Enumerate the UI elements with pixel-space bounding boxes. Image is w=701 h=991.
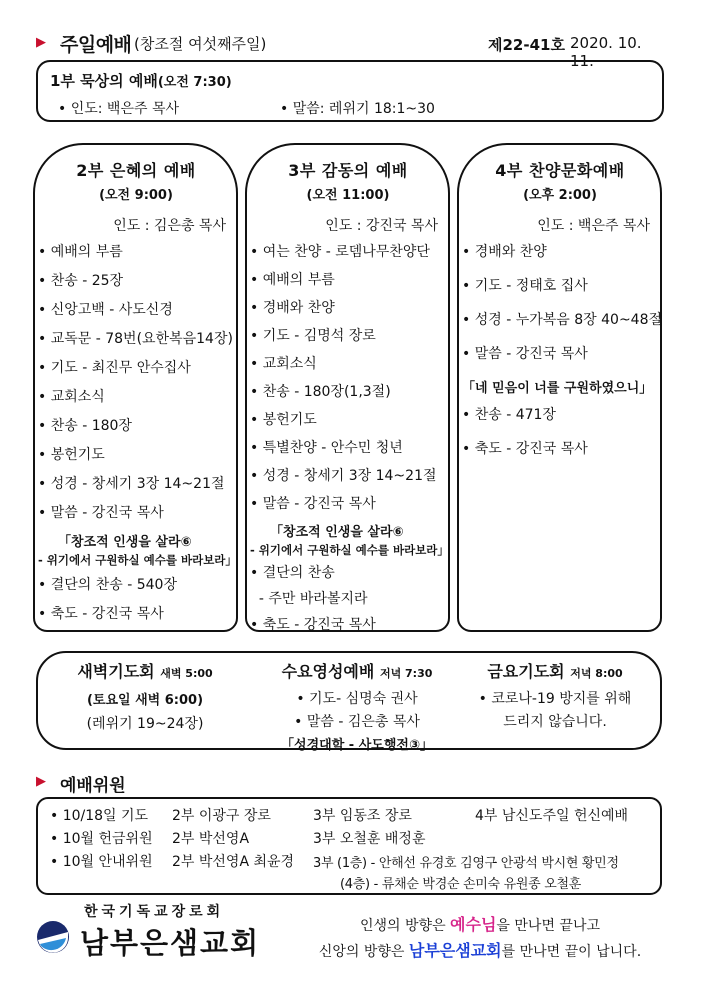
dawn-line2: (레위기 19~24장) [86,716,204,732]
service4-time: (오후 2:00) [523,188,597,203]
service1-time: (오전 7:30) [157,75,232,90]
page-title: 주일예배 [60,34,132,56]
service2-item: • 찬송 - 25장 [38,273,124,289]
church-name: 남부은샘교회 [80,926,261,960]
dawn-title-small: 새벽 5:00 [160,667,213,680]
dawn-prayer [60,659,230,733]
service3-item: • 교회소식 [250,356,317,372]
service2-item: • 신앙고백 - 사도신경 [38,302,173,318]
service4-item: • 기도 - 정태호 집사 [462,278,588,294]
staff-row1-4bu: 4부 남신도주일 헌신예배 [475,808,629,824]
staff-row2-2bu: 2부 박선영A [172,831,250,847]
service3-item: • 성경 - 창세기 3장 14~21절 [250,468,437,484]
church-logo-icon [36,920,70,954]
service2-item: • 성경 - 창세기 3장 14~21절 [38,476,225,492]
friday-prayer [470,659,640,731]
wednesday-line3: 「성경대학 - 사도행전③」 [281,738,433,753]
service2-item: • 축도 - 강진국 목사 [38,606,164,622]
wednesday-title: 수요영성예배 [281,662,375,681]
service2-item: • 예배의 부름 [38,244,123,260]
staff-title: 예배위원 [60,776,126,796]
service3-column [250,158,449,640]
service3-sermon-title: 「창조적 인생을 살라⑥ [270,525,404,540]
dawn-line1: (토요일 새벽 6:00) [86,693,204,708]
friday-title: 금요기도회 [487,662,565,681]
service2-item: • 교회소식 [38,389,105,405]
staff-row2-3bu: 3부 오철훈 배정훈 [313,831,426,847]
service4-leader: 인도 : 백은주 목사 [537,218,650,234]
arrow-icon: ▶ [36,35,46,50]
service2-item: • 기도 - 최진무 안수집사 [38,360,191,376]
service3-item: - 주만 바라볼지라 [250,591,368,607]
service2-leader: 인도 : 김은총 목사 [113,218,226,234]
org-name: 한국기독교장로회 [84,904,225,920]
service3-item: • 기도 - 김명석 장로 [250,328,376,344]
service3-item: • 결단의 찬송 [250,565,335,581]
staff-row3-3bu: 3부 (1층) - 안해선 유경호 김영구 안광석 박시현 황민정 [313,856,619,871]
church-logo [36,920,70,954]
wednesday-line1: • 기도- 심명숙 권사 [296,691,418,707]
issue-date: 2020. 10. 11. [570,34,642,70]
service2-item: • 교독문 - 78번(요한복음14장) [38,331,233,347]
service2-item: • 봉헌기도 [38,447,105,463]
service2-column [38,158,237,632]
service3-item: • 찬송 - 180장(1,3절) [250,384,391,400]
wednesday-line2: • 말씀 - 김은총 목사 [294,714,420,730]
service3-item: • 축도 - 강진국 목사 [250,617,376,633]
service3-item: • 예배의 부름 [250,272,335,288]
staff-row1-2bu: 2부 이광구 장로 [172,808,271,824]
service4-item: • 말씀 - 강진국 목사 [462,346,588,362]
arrow-icon: ▶ [36,774,46,789]
service4-item: • 성경 - 누가복음 8장 40~48절 [462,312,663,328]
service3-sermon-sub: - 위기에서 구원하실 예수를 바라보라」 [250,543,449,557]
friday-line2: 드리지 않습니다. [503,714,607,730]
wednesday-title-small: 저녁 7:30 [379,667,433,680]
staff-row1-label: • 10/18일 기도 [50,808,149,824]
staff-row4: (4층) - 류채순 박경순 손미숙 유원종 오철훈 [340,877,582,892]
service3-item: • 봉헌기도 [250,412,317,428]
page-subtitle: (창조절 여섯째주일) [134,35,267,53]
motto2-c: 를 만나면 끝이 납니다. [501,944,642,960]
motto1-c: 을 만나면 끝나고 [496,918,600,934]
wednesday-service [252,659,462,753]
service4-item: • 경배와 찬양 [462,244,547,260]
staff-row2-label: • 10월 헌금위원 [50,831,153,847]
motto2-a: 신앙의 방향은 [318,944,409,960]
service3-title: 3부 감동의 예배 [288,161,408,180]
service3-item: • 특별찬양 - 안수민 청년 [250,440,403,456]
service2-sermon-sub: - 위기에서 구원하실 예수를 바라보라」 [38,553,237,567]
service1-title: 1부 묵상의 예배 [50,72,158,90]
staff-row3-2bu: 2부 박선영A 최윤경 [172,854,295,870]
friday-title-small: 저녁 8:00 [570,667,623,680]
service3-item: • 여는 찬양 - 로뎀나무찬양단 [250,244,430,260]
staff-row3-label: • 10월 안내위원 [50,854,153,870]
header [36,30,666,70]
dawn-title: 새벽기도회 [77,662,155,681]
service1-sermon: • 말씀: 레위기 18:1~30 [280,101,435,117]
service3-item: • 말씀 - 강진국 목사 [250,496,376,512]
motto-line1 [300,912,660,935]
motto1-jesus: 예수님 [450,915,497,934]
service2-time: (오전 9:00) [99,188,173,203]
service2-item: • 말씀 - 강진국 목사 [38,505,164,521]
service3-time: (오전 11:00) [306,188,390,203]
service4-column [462,158,663,472]
motto1-a: 인생의 방향은 [360,918,451,934]
motto-line2 [300,938,660,961]
service3-item: • 경배와 찬양 [250,300,335,316]
service1-leader: • 인도: 백은주 목사 [58,101,179,117]
friday-line1: • 코로나-19 방지를 위해 [478,691,632,707]
service4-item: • 축도 - 강진국 목사 [462,441,588,457]
service2-sermon-title: 「창조적 인생을 살라⑥ [58,535,192,550]
motto2-church: 남부은샘교회 [408,941,502,960]
service2-title: 2부 은혜의 예배 [76,161,196,180]
service4-title: 4부 찬양문화예배 [495,161,625,180]
issue-number: 제22-41호 [488,36,565,54]
service4-sermon-title: 「네 믿음이 너를 구원하였으니」 [462,381,653,396]
staff-row1-3bu: 3부 임동조 장로 [313,808,412,824]
service1-box [36,60,664,122]
service4-item: • 찬송 - 471장 [462,407,556,423]
service2-item: • 찬송 - 180장 [38,418,132,434]
service2-item: • 결단의 찬송 - 540장 [38,577,177,593]
service3-leader: 인도 : 강진국 목사 [325,218,438,234]
